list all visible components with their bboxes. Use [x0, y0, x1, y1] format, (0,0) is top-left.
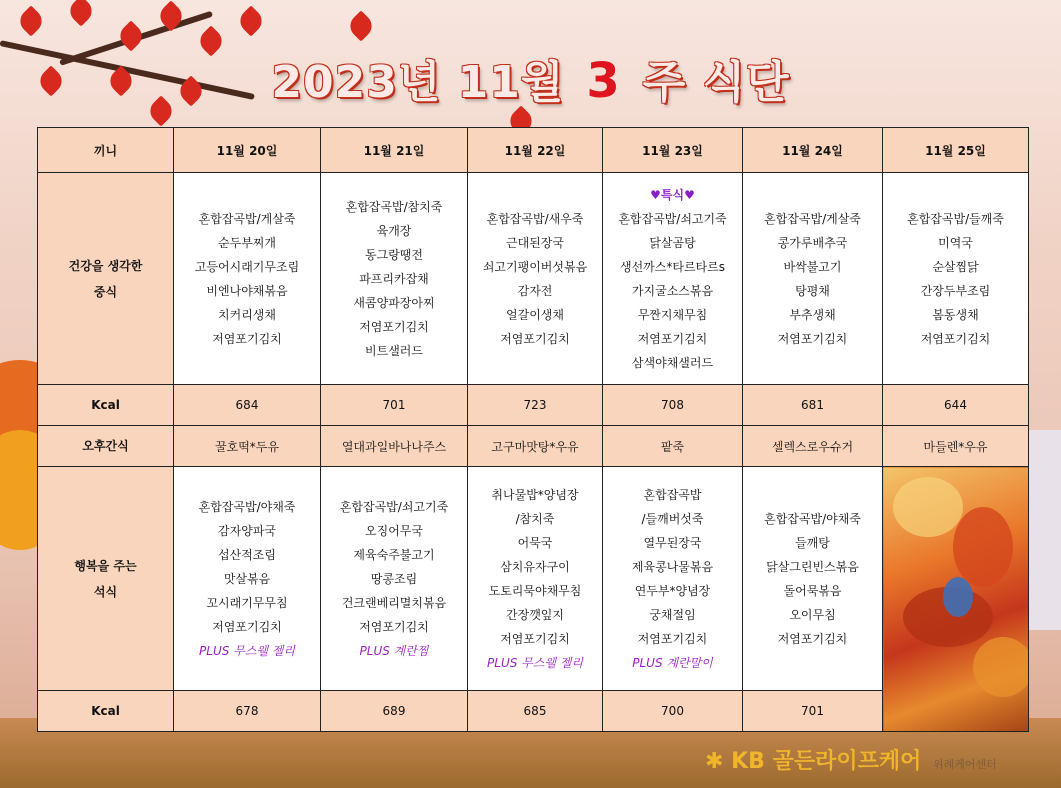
- menu-item: /참치죽: [515, 511, 555, 526]
- menu-item: 저염포기김치: [500, 331, 570, 346]
- menu-item: 근대된장국: [506, 235, 564, 250]
- menu-item: 궁채절임: [649, 607, 696, 622]
- menu-item: 맛살볶음: [223, 571, 271, 586]
- menu-item: 감자전: [517, 283, 553, 298]
- menu-item: 파프리카잡채: [359, 271, 429, 286]
- day-header: 11월 20일: [174, 128, 321, 173]
- menu-item: 생선까스*타르타르s: [620, 259, 725, 274]
- menu-item: 치커리생채: [218, 307, 276, 322]
- menu-item: 제육콩나물볶음: [631, 559, 714, 574]
- special-meal-badge: ♥특식♥: [650, 187, 695, 202]
- dinner-cell: [468, 467, 603, 691]
- menu-item: 미역국: [938, 235, 973, 250]
- snack-item: 마들렌*우유: [883, 426, 1029, 467]
- day-header: 11월 24일: [743, 128, 883, 173]
- menu-item: 오이무침: [789, 607, 836, 622]
- menu-item: 비엔나야채볶음: [206, 283, 288, 298]
- menu-item: 닭살곰탕: [649, 235, 696, 250]
- autumn-leaves-photo: [883, 467, 1029, 732]
- menu-item: 도토리묵야채무침: [488, 583, 582, 598]
- kcal-value: 700: [603, 691, 743, 732]
- menu-item: 건크랜베리멸치볶음: [341, 595, 447, 610]
- menu-item: 무짠지채무침: [637, 307, 708, 322]
- menu-item: 바싹불고기: [783, 259, 842, 274]
- dinner-cell: [174, 467, 321, 691]
- snack-row: [38, 426, 1029, 467]
- kcal-value: 681: [743, 385, 883, 426]
- kcal-value: 684: [174, 385, 321, 426]
- menu-item: 가지굴소스볶음: [631, 283, 714, 298]
- menu-item: 혼합잡곡밥/야채죽: [764, 511, 861, 526]
- dinner-cell: [743, 467, 883, 691]
- lunch-cell: [174, 173, 321, 385]
- menu-item: 저염포기김치: [500, 631, 570, 646]
- menu-item: 오징어무국: [365, 523, 423, 538]
- dinner-cell: [603, 467, 743, 691]
- plus-dessert: PLUS 계란말이: [632, 655, 713, 670]
- menu-item: 혼합잡곡밥/게살죽: [198, 211, 296, 226]
- menu-item: 들깨탕: [795, 535, 830, 550]
- kcal-value: 723: [468, 385, 603, 426]
- page-title: [0, 46, 1061, 110]
- menu-item: 취나물밥*양념장: [491, 487, 579, 502]
- menu-item: 고등어시래기무조림: [194, 259, 300, 274]
- logo-sub-text: 위례케어센터: [933, 758, 997, 771]
- menu-item: 섭산적조림: [218, 547, 276, 562]
- lunch-cell: [883, 173, 1029, 385]
- menu-item: 혼합잡곡밥/참치죽: [345, 199, 443, 214]
- menu-item: 닭살그린빈스볶음: [766, 559, 859, 574]
- kcal-label: Kcal: [38, 691, 174, 732]
- menu-item: 저염포기김치: [637, 331, 708, 346]
- meal-column-header: 끼니: [38, 128, 174, 173]
- menu-item: 저염포기김치: [359, 319, 429, 334]
- logo-main-text: KB 골든라이프케어: [731, 749, 922, 774]
- menu-item: 삼색야채샐러드: [631, 355, 714, 370]
- title-suffix: 주 식단: [642, 57, 790, 108]
- kcal-value: 689: [321, 691, 468, 732]
- menu-item: 혼합잡곡밥/새우죽: [486, 211, 584, 226]
- menu-item: 혼합잡곡밥/쇠고기죽: [339, 499, 449, 514]
- lunch-cell: [321, 173, 468, 385]
- menu-item: 삼치유자구이: [500, 559, 570, 574]
- plus-dessert: PLUS 계란찜: [359, 643, 429, 658]
- logo-star-icon: ✱: [705, 749, 724, 774]
- menu-item: 혼합잡곡밥/들깨죽: [907, 211, 1004, 226]
- menu-item: 연두부*양념장: [634, 583, 711, 598]
- lunch-label: [38, 173, 174, 385]
- kcal-value: 701: [743, 691, 883, 732]
- lunch-kcal-row: [38, 385, 1029, 426]
- snack-item: 열대과일바나나주스: [321, 426, 468, 467]
- weekly-menu-table: [37, 127, 1029, 732]
- menu-item: 콩가루배추국: [777, 235, 848, 250]
- menu-item: 혼합잡곡밥/야채죽: [198, 499, 296, 514]
- menu-item: 탕평채: [795, 283, 830, 298]
- plus-dessert: PLUS 무스웰 젤리: [487, 655, 583, 670]
- menu-item: 동그랑땡전: [365, 247, 423, 262]
- menu-item: 새콤양파장아찌: [353, 295, 435, 310]
- day-header: 11월 21일: [321, 128, 468, 173]
- lunch-cell: [468, 173, 603, 385]
- dinner-label-line: 행복을 주는: [74, 558, 137, 573]
- kcal-value: 701: [321, 385, 468, 426]
- lunch-label-line: 중식: [93, 284, 118, 299]
- snack-item: 셀렉스로우슈거: [743, 426, 883, 467]
- snack-item: 팥죽: [603, 426, 743, 467]
- menu-item: 육개장: [376, 223, 412, 238]
- menu-item: 저염포기김치: [777, 331, 848, 346]
- kcal-value: 678: [174, 691, 321, 732]
- lunch-cell: [743, 173, 883, 385]
- menu-item: 저염포기김치: [920, 331, 991, 346]
- menu-item: 간장깻잎지: [506, 607, 564, 622]
- dinner-kcal-row: [38, 691, 1029, 732]
- snack-item: 꿀호떡*두유: [174, 426, 321, 467]
- menu-item: 꼬시래기무무침: [206, 595, 288, 610]
- title-week-number: 3: [586, 53, 621, 109]
- menu-item: 제육숙주불고기: [353, 547, 435, 562]
- menu-item: 저염포기김치: [359, 619, 429, 634]
- lunch-cell: [603, 173, 743, 385]
- menu-item: 봄동생채: [932, 307, 979, 322]
- menu-item: 돌어묵볶음: [783, 583, 842, 598]
- menu-item: 열무된장국: [643, 535, 702, 550]
- snack-label: 오후간식: [38, 426, 174, 467]
- menu-item: 순살찜닭: [932, 259, 979, 274]
- menu-item: 저염포기김치: [212, 331, 282, 346]
- kcal-value: 644: [883, 385, 1029, 426]
- menu-item: 저염포기김치: [212, 619, 282, 634]
- day-header: 11월 23일: [603, 128, 743, 173]
- snack-item: 고구마맛탕*우유: [468, 426, 603, 467]
- menu-item: 쇠고기팽이버섯볶음: [482, 259, 588, 274]
- menu-item: 부추생채: [789, 307, 836, 322]
- dinner-cell: [321, 467, 468, 691]
- menu-item: 혼합잡곡밥: [643, 487, 702, 502]
- menu-item: 간장두부조림: [920, 283, 991, 298]
- header-row: [38, 128, 1029, 173]
- lunch-row: [38, 173, 1029, 385]
- menu-item: 순두부찌개: [218, 235, 276, 250]
- menu-item: 땅콩조림: [370, 571, 418, 586]
- menu-item: 혼합잡곡밥/게살죽: [764, 211, 861, 226]
- lunch-label-line: 건강을 생각한: [68, 258, 143, 273]
- day-header: 11월 25일: [883, 128, 1029, 173]
- menu-item: 비트샐러드: [365, 343, 423, 358]
- menu-item: 얼갈이생채: [506, 307, 564, 322]
- menu-item: /들깨버섯죽: [641, 511, 704, 526]
- title-prefix: 2023년 11월: [271, 57, 565, 108]
- menu-item: 어묵국: [517, 535, 553, 550]
- menu-item: 저염포기김치: [777, 631, 848, 646]
- plus-dessert: PLUS 무스웰 젤리: [199, 643, 295, 658]
- dinner-row: [38, 467, 1029, 691]
- menu-item: 혼합잡곡밥/쇠고기죽: [618, 211, 727, 226]
- menu-item: 감자양파국: [218, 523, 276, 538]
- kcal-label: Kcal: [38, 385, 174, 426]
- kcal-value: 685: [468, 691, 603, 732]
- kb-golden-life-care-logo: [705, 744, 997, 775]
- kcal-value: 708: [603, 385, 743, 426]
- day-header: 11월 22일: [468, 128, 603, 173]
- dinner-label-line: 석식: [93, 584, 118, 599]
- dinner-label: [38, 467, 174, 691]
- menu-item: 저염포기김치: [637, 631, 708, 646]
